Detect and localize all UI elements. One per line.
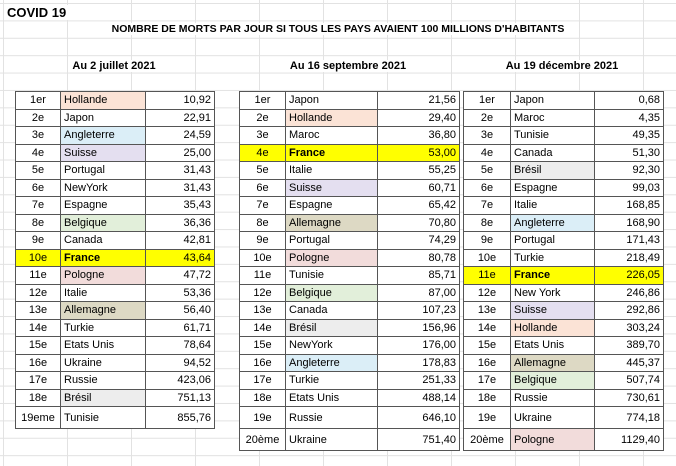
table-row (16, 92, 215, 110)
table-row (464, 249, 664, 267)
value-cell: 423,06 (146, 372, 215, 390)
country-cell: Allemagne (511, 354, 595, 372)
table-row (16, 319, 215, 337)
rank-cell: 14e (464, 319, 511, 337)
table-row (464, 109, 664, 127)
country-cell: Italie (511, 197, 595, 215)
value-cell: 87,00 (378, 284, 460, 302)
rank-cell: 4e (240, 144, 286, 162)
table-row (16, 354, 215, 372)
value-cell: 51,30 (595, 144, 664, 162)
country-cell: Japon (511, 92, 595, 110)
rank-cell: 3e (16, 127, 61, 145)
country-cell: Turkie (286, 372, 378, 390)
ranking-table-september (239, 91, 460, 451)
table-row (464, 179, 664, 197)
country-cell: Etats Unis (286, 389, 378, 407)
country-cell: Pologne (286, 249, 378, 267)
ranking-table-december (463, 91, 664, 451)
value-cell: 168,90 (595, 214, 664, 232)
country-cell: Canada (511, 144, 595, 162)
rank-cell: 1er (464, 92, 511, 110)
table-row (464, 127, 664, 145)
rank-cell: 10e (16, 249, 61, 267)
value-cell: 42,81 (146, 232, 215, 250)
country-cell: Canada (286, 302, 378, 320)
rank-cell: 2e (464, 109, 511, 127)
ranking-table-july (15, 91, 215, 429)
country-cell: Espagne (286, 197, 378, 215)
rank-cell: 6e (240, 179, 286, 197)
rank-cell: 19e (464, 407, 511, 429)
value-cell: 61,71 (146, 319, 215, 337)
rank-cell: 14e (240, 319, 286, 337)
value-cell: 178,83 (378, 354, 460, 372)
country-cell: Ukraine (511, 407, 595, 429)
table-row (16, 249, 215, 267)
table-row (16, 407, 215, 429)
value-cell: 22,91 (146, 109, 215, 127)
rank-cell: 5e (16, 162, 61, 180)
table-row (464, 92, 664, 110)
value-cell: 251,33 (378, 372, 460, 390)
country-cell: Suisse (61, 144, 146, 162)
table-row (16, 372, 215, 390)
rank-cell: 2e (240, 109, 286, 127)
country-cell: Portugal (61, 162, 146, 180)
rank-cell: 4e (464, 144, 511, 162)
country-cell: Hollande (286, 109, 378, 127)
rank-cell: 6e (16, 179, 61, 197)
value-cell: 303,24 (595, 319, 664, 337)
value-cell: 4,35 (595, 109, 664, 127)
value-cell: 226,05 (595, 267, 664, 285)
table-row (16, 197, 215, 215)
country-cell: Turkie (511, 249, 595, 267)
value-cell: 156,96 (378, 319, 460, 337)
value-cell: 855,76 (146, 407, 215, 429)
country-cell: Ukraine (61, 354, 146, 372)
table-row (464, 214, 664, 232)
rank-cell: 13e (16, 302, 61, 320)
table-row (240, 372, 460, 390)
rank-cell: 11e (240, 267, 286, 285)
value-cell: 55,25 (378, 162, 460, 180)
table-row (240, 92, 460, 110)
value-cell: 1129,40 (595, 429, 664, 451)
value-cell: 53,36 (146, 284, 215, 302)
value-cell: 43,64 (146, 249, 215, 267)
rank-cell: 8e (464, 214, 511, 232)
country-cell: NewYork (286, 337, 378, 355)
rank-cell: 15e (240, 337, 286, 355)
country-cell: Suisse (511, 302, 595, 320)
table-row (464, 429, 664, 451)
value-cell: 389,70 (595, 337, 664, 355)
rank-cell: 7e (240, 197, 286, 215)
country-cell: Italie (61, 284, 146, 302)
table-row (464, 197, 664, 215)
value-cell: 85,71 (378, 267, 460, 285)
table-1-header: Au 2 juillet 2021 (72, 60, 156, 72)
table-row (240, 249, 460, 267)
value-cell: 10,92 (146, 92, 215, 110)
value-cell: 646,10 (378, 407, 460, 429)
value-cell: 25,00 (146, 144, 215, 162)
rank-cell: 5e (240, 162, 286, 180)
table-row (464, 389, 664, 407)
rank-cell: 13e (464, 302, 511, 320)
value-cell: 36,80 (378, 127, 460, 145)
country-cell: Russie (511, 389, 595, 407)
country-cell: Russie (286, 407, 378, 429)
country-cell: Belgique (286, 284, 378, 302)
table-row (240, 337, 460, 355)
value-cell: 60,71 (378, 179, 460, 197)
table-row (464, 302, 664, 320)
rank-cell: 9e (464, 232, 511, 250)
table-row (16, 109, 215, 127)
table-row (16, 232, 215, 250)
country-cell: Tunisie (511, 127, 595, 145)
value-cell: 31,43 (146, 162, 215, 180)
value-cell: 35,43 (146, 197, 215, 215)
value-cell: 171,43 (595, 232, 664, 250)
table-row (240, 267, 460, 285)
rank-cell: 11e (16, 267, 61, 285)
value-cell: 92,30 (595, 162, 664, 180)
rank-cell: 17e (464, 372, 511, 390)
table-row (240, 144, 460, 162)
country-cell: Portugal (286, 232, 378, 250)
value-cell: 56,40 (146, 302, 215, 320)
rank-cell: 11e (464, 267, 511, 285)
country-cell: Tunisie (286, 267, 378, 285)
country-cell: Maroc (286, 127, 378, 145)
rank-cell: 3e (240, 127, 286, 145)
value-cell: 65,42 (378, 197, 460, 215)
country-cell: Brésil (286, 319, 378, 337)
table-row (240, 302, 460, 320)
value-cell: 24,59 (146, 127, 215, 145)
table-row (240, 197, 460, 215)
rank-cell: 18e (464, 389, 511, 407)
rank-cell: 7e (16, 197, 61, 215)
table-row (240, 389, 460, 407)
rank-cell: 6e (464, 179, 511, 197)
rank-cell: 2e (16, 109, 61, 127)
table-row (16, 389, 215, 407)
value-cell: 21,56 (378, 92, 460, 110)
value-cell: 751,13 (146, 389, 215, 407)
value-cell: 168,85 (595, 197, 664, 215)
country-cell: Angleterre (511, 214, 595, 232)
value-cell: 774,18 (595, 407, 664, 429)
country-cell: Allemagne (61, 302, 146, 320)
rank-cell: 18e (240, 389, 286, 407)
country-cell: Angleterre (286, 354, 378, 372)
value-cell: 31,43 (146, 179, 215, 197)
table-row (16, 267, 215, 285)
table-row (464, 232, 664, 250)
value-cell: 0,68 (595, 92, 664, 110)
table-row (16, 284, 215, 302)
value-cell: 292,86 (595, 302, 664, 320)
rank-cell: 17e (240, 372, 286, 390)
country-cell: Belgique (61, 214, 146, 232)
rank-cell: 1er (240, 92, 286, 110)
rank-cell: 12e (16, 284, 61, 302)
country-cell: Belgique (511, 372, 595, 390)
table-row (240, 407, 460, 429)
country-cell: France (61, 249, 146, 267)
value-cell: 488,14 (378, 389, 460, 407)
rank-cell: 15e (16, 337, 61, 355)
rank-cell: 1er (16, 92, 61, 110)
value-cell: 445,37 (595, 354, 664, 372)
rank-cell: 18e (16, 389, 61, 407)
value-cell: 47,72 (146, 267, 215, 285)
value-cell: 74,29 (378, 232, 460, 250)
country-cell: Italie (286, 162, 378, 180)
rank-cell: 16e (240, 354, 286, 372)
table-row (464, 372, 664, 390)
rank-cell: 20ème (464, 429, 511, 451)
rank-cell: 12e (464, 284, 511, 302)
rank-cell: 14e (16, 319, 61, 337)
value-cell: 507,74 (595, 372, 664, 390)
table-row (16, 144, 215, 162)
country-cell: New York (511, 284, 595, 302)
country-cell: Japon (286, 92, 378, 110)
rank-cell: 8e (240, 214, 286, 232)
country-cell: Hollande (511, 319, 595, 337)
table-row (240, 214, 460, 232)
table-3-header: Au 19 décembre 2021 (505, 60, 619, 72)
table-row (464, 162, 664, 180)
page-title: COVID 19 (7, 5, 70, 20)
rank-cell: 16e (16, 354, 61, 372)
value-cell: 246,86 (595, 284, 664, 302)
value-cell: 99,03 (595, 179, 664, 197)
rank-cell: 16e (464, 354, 511, 372)
country-cell: Russie (61, 372, 146, 390)
value-cell: 80,78 (378, 249, 460, 267)
table-row (240, 162, 460, 180)
country-cell: Maroc (511, 109, 595, 127)
value-cell: 94,52 (146, 354, 215, 372)
country-cell: France (286, 144, 378, 162)
rank-cell: 4e (16, 144, 61, 162)
rank-cell: 17e (16, 372, 61, 390)
country-cell: Suisse (286, 179, 378, 197)
rank-cell: 12e (240, 284, 286, 302)
value-cell: 49,35 (595, 127, 664, 145)
country-cell: France (511, 267, 595, 285)
table-row (240, 179, 460, 197)
value-cell: 730,61 (595, 389, 664, 407)
table-row (240, 284, 460, 302)
country-cell: Espagne (61, 197, 146, 215)
value-cell: 107,23 (378, 302, 460, 320)
country-cell: Canada (61, 232, 146, 250)
rank-cell: 7e (464, 197, 511, 215)
country-cell: Tunisie (61, 407, 146, 429)
rank-cell: 19eme (16, 407, 61, 429)
country-cell: Brésil (511, 162, 595, 180)
table-2-header: Au 16 septembre 2021 (289, 60, 407, 72)
country-cell: Ukraine (286, 429, 378, 451)
table-row (16, 302, 215, 320)
table-row (464, 144, 664, 162)
rank-cell: 15e (464, 337, 511, 355)
value-cell: 218,49 (595, 249, 664, 267)
rank-cell: 10e (240, 249, 286, 267)
table-row (240, 109, 460, 127)
table-row (16, 179, 215, 197)
country-cell: Pologne (511, 429, 595, 451)
rank-cell: 20ème (240, 429, 286, 451)
page-subtitle: NOMBRE DE MORTS PAR JOUR SI TOUS LES PAYS AVAIENT 100 MILLIONS D'HABITANTS (111, 23, 565, 35)
rank-cell: 10e (464, 249, 511, 267)
country-cell: Etats Unis (511, 337, 595, 355)
country-cell: NewYork (61, 179, 146, 197)
rank-cell: 3e (464, 127, 511, 145)
table-row (16, 162, 215, 180)
country-cell: Angleterre (61, 127, 146, 145)
country-cell: Brésil (61, 389, 146, 407)
rank-cell: 9e (240, 232, 286, 250)
table-row (464, 407, 664, 429)
rank-cell: 5e (464, 162, 511, 180)
rank-cell: 19e (240, 407, 286, 429)
table-row (464, 284, 664, 302)
table-row (240, 319, 460, 337)
country-cell: Allemagne (286, 214, 378, 232)
value-cell: 29,40 (378, 109, 460, 127)
table-row (16, 214, 215, 232)
table-row (240, 127, 460, 145)
country-cell: Pologne (61, 267, 146, 285)
country-cell: Japon (61, 109, 146, 127)
table-row (240, 429, 460, 451)
table-row (464, 319, 664, 337)
value-cell: 78,64 (146, 337, 215, 355)
country-cell: Hollande (61, 92, 146, 110)
value-cell: 53,00 (378, 144, 460, 162)
table-row (16, 127, 215, 145)
country-cell: Turkie (61, 319, 146, 337)
table-row (464, 337, 664, 355)
table-row (464, 267, 664, 285)
country-cell: Etats Unis (61, 337, 146, 355)
country-cell: Espagne (511, 179, 595, 197)
rank-cell: 9e (16, 232, 61, 250)
value-cell: 176,00 (378, 337, 460, 355)
table-row (16, 337, 215, 355)
table-row (240, 354, 460, 372)
table-row (464, 354, 664, 372)
rank-cell: 13e (240, 302, 286, 320)
country-cell: Portugal (511, 232, 595, 250)
table-row (240, 232, 460, 250)
value-cell: 751,40 (378, 429, 460, 451)
value-cell: 36,36 (146, 214, 215, 232)
rank-cell: 8e (16, 214, 61, 232)
value-cell: 70,80 (378, 214, 460, 232)
